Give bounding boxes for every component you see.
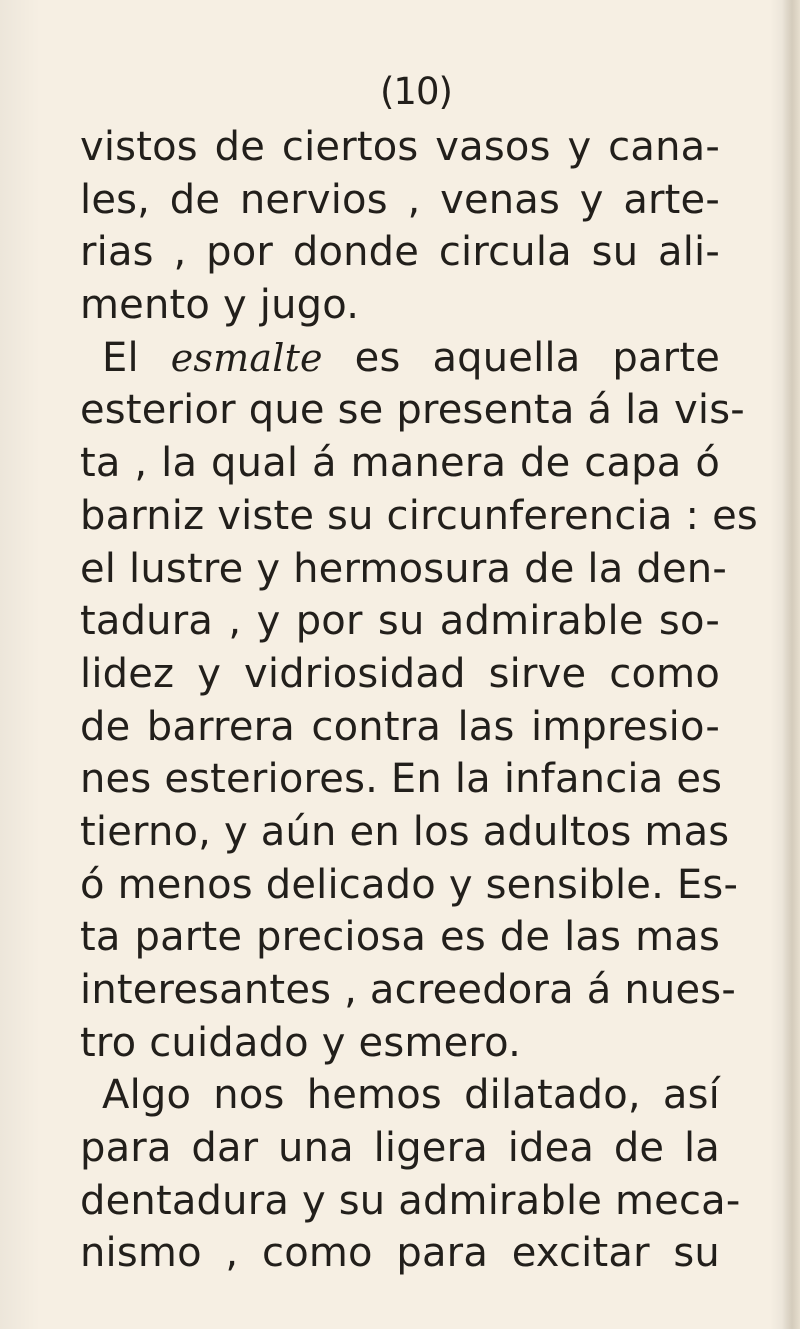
text-line-22: nismo , como para excitar su [80,1230,720,1277]
text-line-17: interesantes , acreedora á nues- [80,967,736,1013]
text-line-5-end: es aquella parte [354,334,721,381]
text-line-7: ta , la qual á manera de capa ó [80,440,720,487]
text-line-19: Algo nos hemos dilatado, así [102,1072,720,1119]
text-line-13: nes esteriores. En la infancia es [80,756,723,803]
text-line-10: tadura , y por su admirable so- [80,598,720,645]
text-line-12: de barrera contra las impresio- [80,703,720,750]
text-line-11: lidez y vidriosidad sirve como [80,650,720,697]
text-line-4: mento y jugo. [80,282,360,329]
text-line-1: vistos de ciertos vasos y cana- [80,124,720,170]
text-line-3: rias , por donde circula su ali- [80,229,720,276]
text-line-21: dentadura y su admirable meca- [80,1177,741,1224]
text-line-20: para dar una ligera idea de la [80,1125,720,1172]
text-line-8: barniz viste su circunferencia : es [80,492,758,539]
page-number: (10) [380,70,452,113]
text-line-5-start: El [102,334,139,381]
text-line-18: tro cuidado y esmero. [80,1019,522,1066]
text-line-5 [80,332,720,385]
text-line-2: les, de nervios , venas y arte- [80,176,720,223]
text-line-16: ta parte preciosa es de las mas [80,914,720,961]
text-line-9: el lustre y hermosura de la den- [80,545,727,592]
term-esmalte: esmalte [170,335,323,380]
text-line-15: ó menos delicado y sensible. Es- [80,861,739,908]
text-line-14: tierno, y aún en los adultos mas [80,808,730,855]
page-edge-shadow [782,0,800,1329]
text-line-6: esterior que se presenta á la vis- [80,387,745,434]
body-text [80,121,758,1280]
